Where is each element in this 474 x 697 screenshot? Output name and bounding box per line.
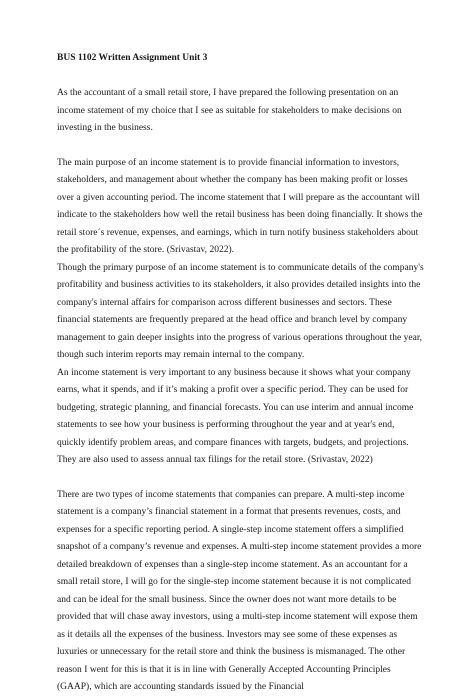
paragraph-insights: Though the primary purpose of an income statement is to communicate details of the company's profitability and business activities to its stakeholders, it also provides detailed insights into the company's internal affairs for comparison across different businesses and sectors. These financial statements are frequently prepared at the head office and branch level by company management to gain deeper insights into the progress of various operations throughout the year, though such interim reports may remain internal to the company. bbox=[57, 262, 424, 360]
paragraph-purpose: The main purpose of an income statement is to provide financial information to investors, stakeholders, and management about whether the company has been making profit or losses over a given accounting period. The income statement that I will prepare as the accountant will indicate to the stakeholders how well the retail business has been doing financially. It shows the retail store´s revenue, expenses, and earnings, which in turn notify business stakeholders about the profitability of the store. (Srivastav, 2022). bbox=[57, 157, 423, 255]
paragraph-gap bbox=[57, 138, 424, 155]
paragraph-gap bbox=[57, 470, 424, 487]
paragraph-types: There are two types of income statements that companies can prepare. A multi-step income statement is a company’s financial statement in a format that presents revenues, costs, and expenses for a specific reporting period. A single-step income statement offers a simplified snapshot of a company’s revenue and expenses. A multi-step income statement provides a more detailed breakdown of expenses than a single-step income statement. As an accountant for a small retail store, I will go for the single-step income statement because it is not complicated and can be ideal for the small business. Since the owner does not want more details to be provided that will chase away investors, using a multi-step income statement will expose them as it details all the expenses of the business. Investors may see some of these expenses as luxuries or unnecessary for the retail store and think the business is mismanaged. The other reason I went for this is that it is in line with Generally Accepted Accounting Principles (GAAP), which are accounting standards issued by the Financial bbox=[57, 489, 422, 692]
document-title: BUS 1102 Written Assignment Unit 3 bbox=[57, 53, 208, 63]
paragraph-importance: An income statement is very important to any business because it shows what your company earns, what it spends, and if it’s making a profit over a specific period. They can be used for budgeting, strategic planning, and financial forecasts. You can use interim and annual income statements to see how your business is performing throughout the year and at year's end, quickly identify problem areas, and compare finances with targets, budgets, and projections. They are also used to assess annual tax filings for the retail store. (Srivastav, 2022) bbox=[57, 367, 414, 465]
paragraph-intro: As the accountant of a small retail store, I have prepared the following presentation on an income statement of my choice that I see as suitable for stakeholders to make decisions on investing in the business. bbox=[57, 88, 402, 133]
